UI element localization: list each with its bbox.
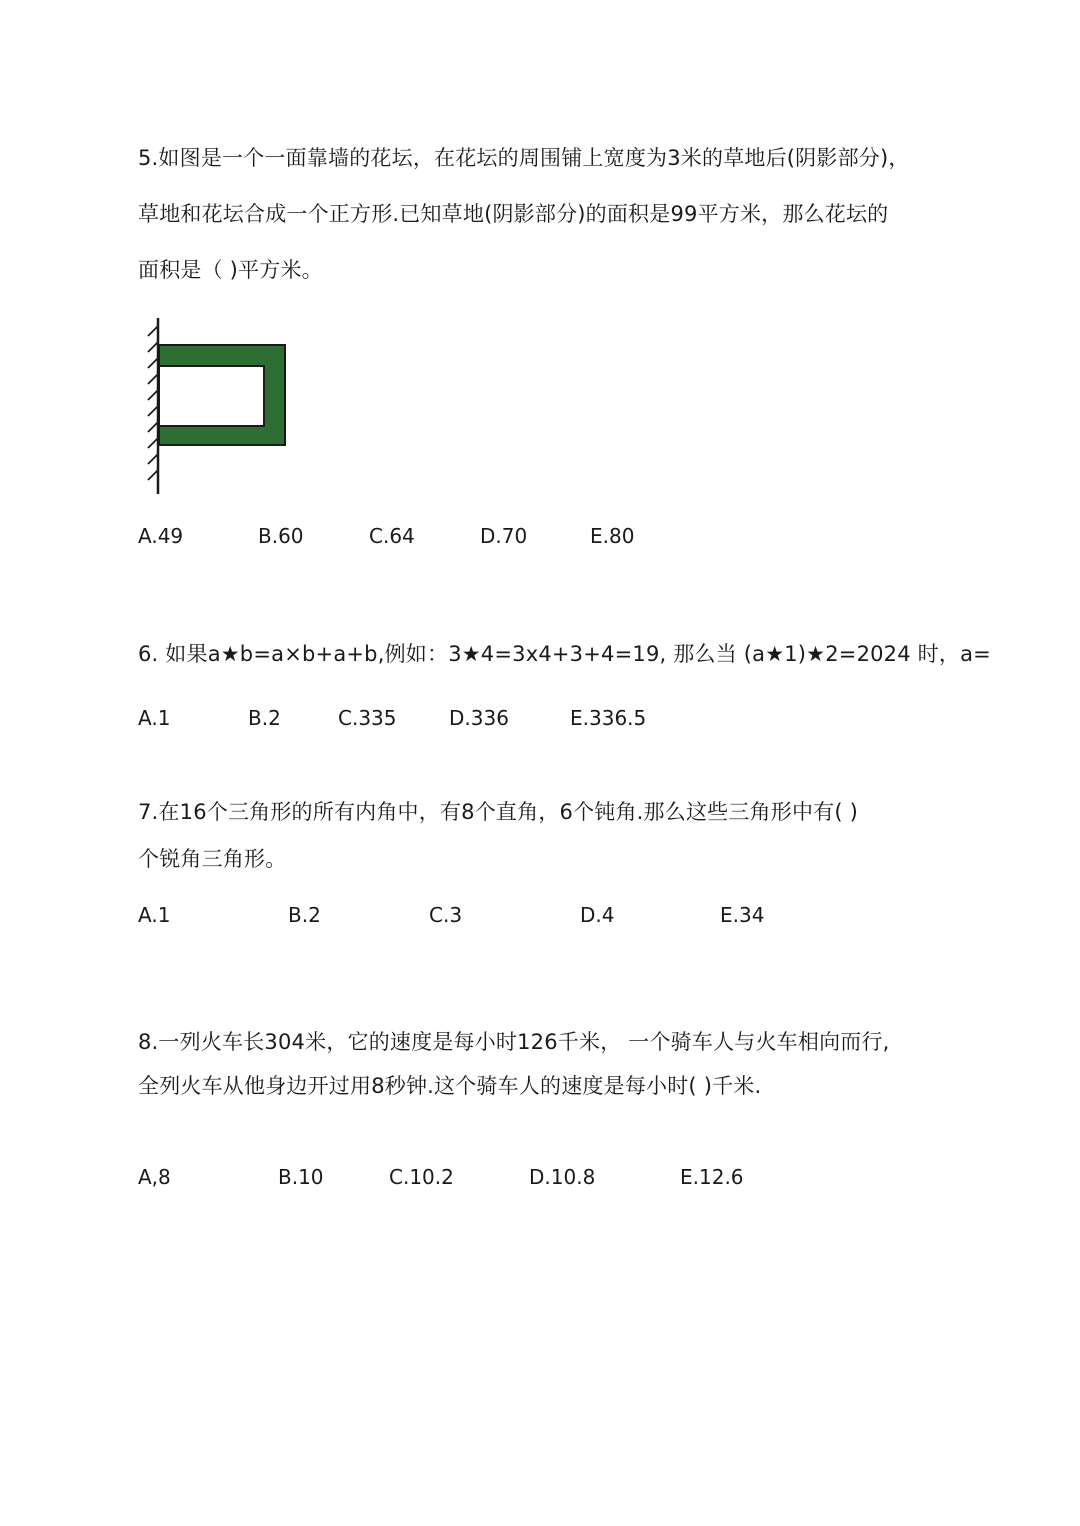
question-6-option-d: D.336 [449, 706, 509, 730]
question-5-line-2: 草地和花坛合成一个正方形.已知草地(阴影部分)的面积是99平方米，那么花坛的 [138, 202, 889, 226]
question-8-line-1: 8.一列火车长304米，它的速度是每小时126千米， 一个骑车人与火车相向而行, [138, 1030, 890, 1054]
question-7-option-e: E.34 [720, 903, 765, 927]
question-6-line-1: 6. 如果a★b=a×b+a+b,例如：3★4=3x4+3+4=19, 那么当 (a★1)★2=2024 时，a= [138, 642, 991, 666]
question-5-option-a: A.49 [138, 524, 184, 548]
question-7-option-d: D.4 [580, 903, 615, 927]
question-8-option-e: E.12.6 [680, 1165, 744, 1189]
question-6-option-c: C.335 [338, 706, 397, 730]
flowerbed-figure [140, 316, 300, 496]
flowerbed-area [159, 366, 264, 426]
question-7-option-a: A.1 [138, 903, 171, 927]
question-8-option-b: B.10 [278, 1165, 324, 1189]
question-8-option-a: A,8 [138, 1165, 171, 1189]
question-5-option-d: D.70 [480, 524, 528, 548]
question-7-option-c: C.3 [429, 903, 463, 927]
wall-hatching [148, 326, 158, 480]
question-6-option-b: B.2 [248, 706, 281, 730]
question-5-line-3: 面积是（ )平方米。 [138, 258, 323, 282]
question-7-line-1: 7.在16个三角形的所有内角中，有8个直角，6个钝角.那么这些三角形中有( ) [138, 800, 859, 824]
question-5-option-b: B.60 [258, 524, 304, 548]
question-8-option-d: D.10.8 [529, 1165, 596, 1189]
question-5-line-1: 5.如图是一个一面靠墙的花坛，在花坛的周围铺上宽度为3米的草地后(阴影部分)， [138, 146, 910, 170]
question-6-option-e: E.336.5 [570, 706, 647, 730]
question-5-option-e: E.80 [590, 524, 635, 548]
question-7-option-b: B.2 [288, 903, 321, 927]
question-8-option-c: C.10.2 [389, 1165, 454, 1189]
question-6-option-a: A.1 [138, 706, 171, 730]
question-8-line-2: 全列火车从他身边开过用8秒钟.这个骑车人的速度是每小时( )千米. [138, 1074, 762, 1098]
question-5-option-c: C.64 [369, 524, 415, 548]
question-7-line-2: 个锐角三角形。 [138, 847, 287, 871]
